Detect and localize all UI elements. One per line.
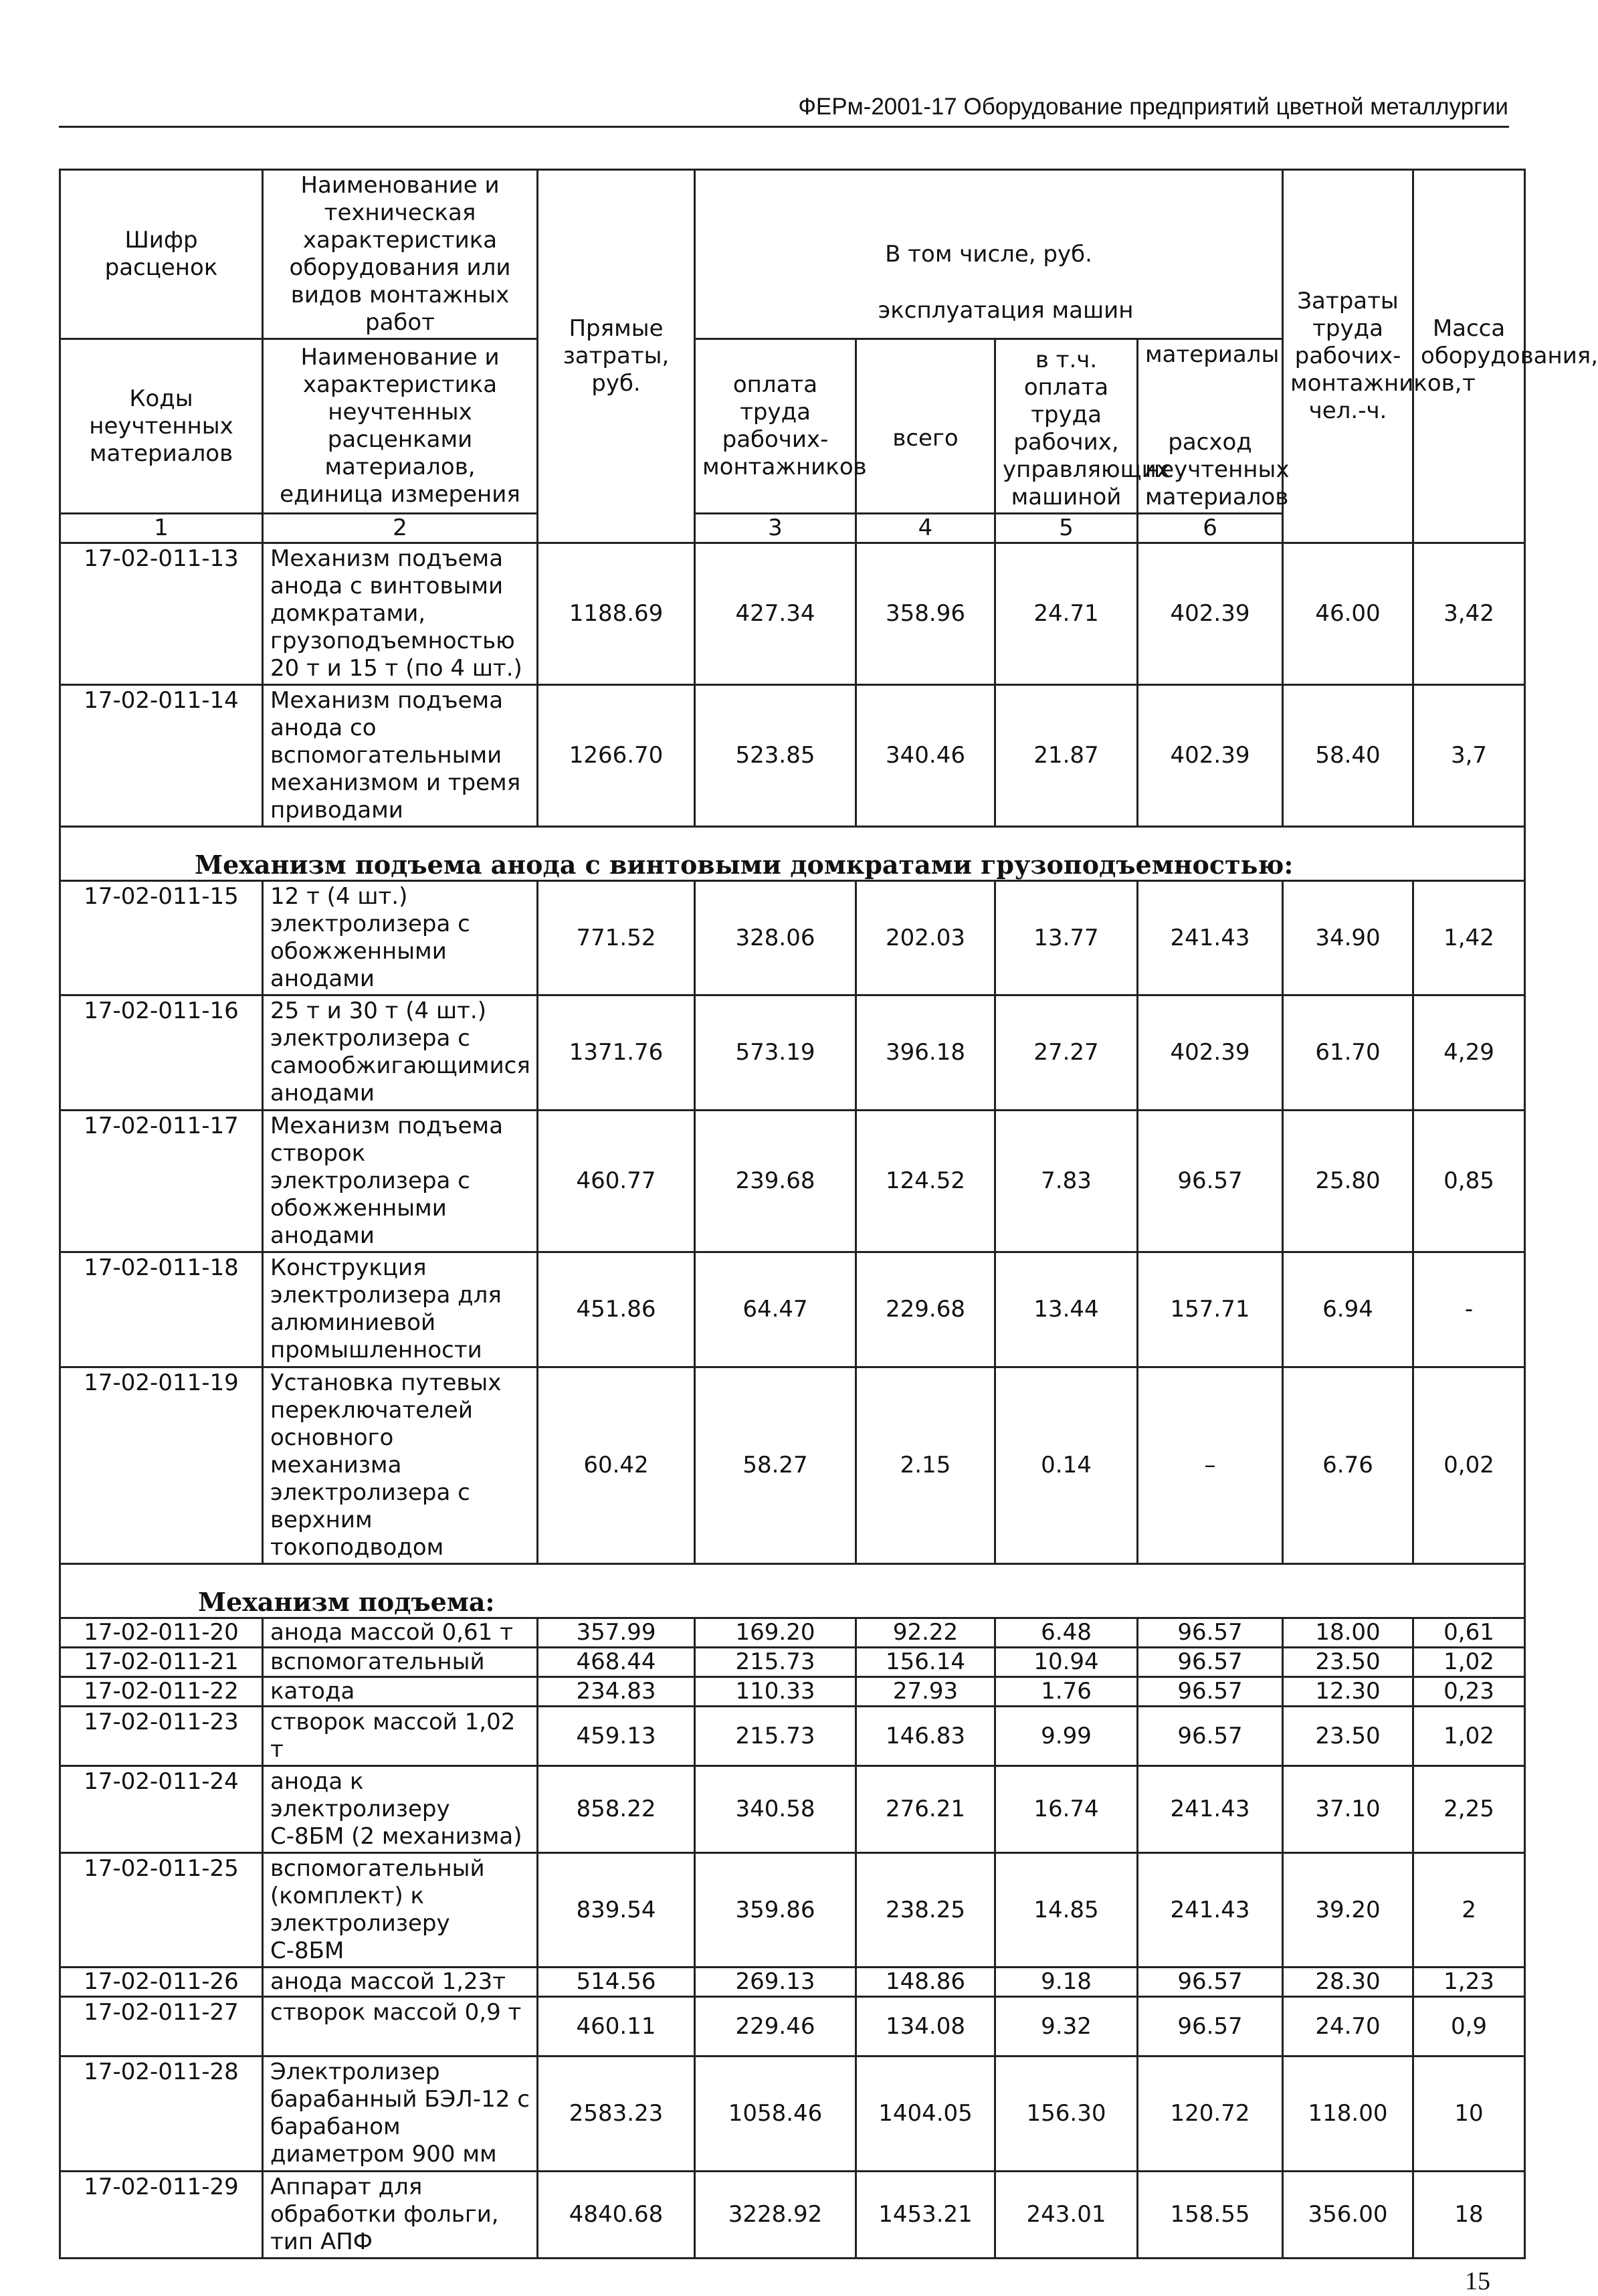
value-mass: 1,02 [1413, 1707, 1525, 1766]
value-mach: 92.22 [856, 1618, 995, 1648]
table-row [60, 1677, 1525, 1707]
page-number: 15 [1465, 2267, 1490, 2295]
value-labor: 573.19 [695, 995, 856, 1111]
value-hours: 6.94 [1283, 1252, 1413, 1367]
value-direct: 357.99 [538, 1618, 695, 1648]
rate-code: 17-02-011-13 [60, 543, 263, 685]
value-mach: 1404.05 [856, 2056, 995, 2172]
value-mass: 0,02 [1413, 1367, 1525, 1564]
value-hours: 118.00 [1283, 2056, 1413, 2172]
rate-code: 17-02-011-29 [60, 2172, 263, 2259]
value-direct: 459.13 [538, 1707, 695, 1766]
value-mach: 124.52 [856, 1111, 995, 1252]
table-row [60, 1111, 1525, 1252]
value-labor: 215.73 [695, 1648, 856, 1677]
header-direct: Прямые затраты, руб. [538, 170, 695, 543]
value-labor: 340.58 [695, 1766, 856, 1853]
value-mach-labor: 24.71 [995, 543, 1138, 685]
value-labor: 169.20 [695, 1618, 856, 1648]
value-mat: 157.71 [1138, 1252, 1283, 1367]
value-mass: 0,61 [1413, 1618, 1525, 1648]
value-mass: 3,7 [1413, 685, 1525, 827]
value-labor: 359.86 [695, 1853, 856, 1968]
value-mach: 202.03 [856, 881, 995, 995]
value-hours: 28.30 [1283, 1968, 1413, 1997]
header-labor-hours: Затраты труда рабочих-монтажников, чел.-ч. [1283, 170, 1413, 543]
table-row [60, 2172, 1525, 2259]
value-mach-labor: 14.85 [995, 1853, 1138, 1968]
header-including: В том числе, руб. [695, 170, 1283, 339]
value-labor: 64.47 [695, 1252, 856, 1367]
rate-code: 17-02-011-26 [60, 1968, 263, 1997]
rate-name: Механизм подъема створок электролизера с обожженными анодами [263, 1111, 538, 1252]
value-mach-labor: 156.30 [995, 2056, 1138, 2172]
value-mach: 134.08 [856, 1997, 995, 2056]
table-row [60, 995, 1525, 1111]
value-mach-labor: 6.48 [995, 1618, 1138, 1648]
column-number-5: 5 [995, 514, 1138, 543]
column-number-2: 2 [263, 514, 538, 543]
table-row [60, 881, 1525, 995]
rate-code: 17-02-011-25 [60, 1853, 263, 1968]
value-mass: 2 [1413, 1853, 1525, 1968]
table-row [60, 1252, 1525, 1367]
value-mass: 1,42 [1413, 881, 1525, 995]
value-direct: 468.44 [538, 1648, 695, 1677]
value-mach-labor: 243.01 [995, 2172, 1138, 2259]
header-machines: эксплуатация машин [878, 297, 1134, 324]
value-mass: 0,9 [1413, 1997, 1525, 2056]
table-row [60, 1618, 1525, 1648]
table-row [60, 1367, 1525, 1564]
value-labor: 110.33 [695, 1677, 856, 1707]
rate-name: анода к электролизеру С-8БМ (2 механизма) [263, 1766, 538, 1853]
value-mach: 276.21 [856, 1766, 995, 1853]
section-heading-row [60, 827, 1525, 881]
rate-name: Аппарат для обработки фольги, тип АПФ [263, 2172, 538, 2259]
value-mat: 96.57 [1138, 1968, 1283, 1997]
table-row [60, 543, 1525, 685]
value-labor: 427.34 [695, 543, 856, 685]
value-mach: 1453.21 [856, 2172, 995, 2259]
rate-code: 17-02-011-16 [60, 995, 263, 1111]
value-labor: 215.73 [695, 1707, 856, 1766]
value-mach-labor: 9.18 [995, 1968, 1138, 1997]
value-mach: 2.15 [856, 1367, 995, 1564]
rate-name: Установка путевых переключателей основного механизма электролизера с верхним токоподводом [263, 1367, 538, 1564]
table-row [60, 2056, 1525, 2172]
value-direct: 460.11 [538, 1997, 695, 2056]
value-mach: 156.14 [856, 1648, 995, 1677]
rate-code: 17-02-011-22 [60, 1677, 263, 1707]
rate-code: 17-02-011-23 [60, 1707, 263, 1766]
rate-name: Электролизер барабанный БЭЛ-12 с барабаном диаметром 900 мм [263, 2056, 538, 2172]
value-mach: 238.25 [856, 1853, 995, 1968]
value-labor: 3228.92 [695, 2172, 856, 2259]
value-mat: 402.39 [1138, 543, 1283, 685]
value-labor: 58.27 [695, 1367, 856, 1564]
rate-name: 25 т и 30 т (4 шт.) электролизера с самообжигающимися анодами [263, 995, 538, 1111]
rate-name: створок массой 0,9 т [263, 1997, 538, 2056]
value-labor: 269.13 [695, 1968, 856, 1997]
value-mach-labor: 16.74 [995, 1766, 1138, 1853]
rate-name: Механизм подъема анода с винтовыми домкратами, грузоподъемностью 20 т и 15 т (по 4 шт.) [263, 543, 538, 685]
value-mat: 96.57 [1138, 1648, 1283, 1677]
value-labor: 1058.46 [695, 2056, 856, 2172]
value-mach: 358.96 [856, 543, 995, 685]
header-row-1 [60, 170, 1525, 339]
header-name: Наименование и техническая характеристика оборудования или видов монтажных работ [263, 170, 538, 339]
value-hours: 61.70 [1283, 995, 1413, 1111]
rate-name: створок массой 1,02 т [263, 1707, 538, 1766]
value-labor: 239.68 [695, 1111, 856, 1252]
value-direct: 460.77 [538, 1111, 695, 1252]
value-mat: 96.57 [1138, 1111, 1283, 1252]
value-labor: 229.46 [695, 1997, 856, 2056]
value-labor: 328.06 [695, 881, 856, 995]
value-mass: 10 [1413, 2056, 1525, 2172]
rate-name: 12 т (4 шт.) электролизера с обожженными анодами [263, 881, 538, 995]
value-mat: 241.43 [1138, 1853, 1283, 1968]
value-hours: 39.20 [1283, 1853, 1413, 1968]
rate-code: 17-02-011-19 [60, 1367, 263, 1564]
value-mass: 1,23 [1413, 1968, 1525, 1997]
value-direct: 514.56 [538, 1968, 695, 1997]
value-hours: 25.80 [1283, 1111, 1413, 1252]
header-materials: материалы [1145, 341, 1280, 368]
rate-name: Механизм подъема анода со вспомогательными механизмом и тремя приводами [263, 685, 538, 827]
column-number-4: 4 [856, 514, 995, 543]
header-materials-cell [1138, 339, 1290, 514]
rate-code: 17-02-011-17 [60, 1111, 263, 1252]
header-rule [59, 126, 1509, 128]
rate-name: анода массой 1,23т [263, 1968, 538, 1997]
value-direct: 858.22 [538, 1766, 695, 1853]
value-mach-labor: 7.83 [995, 1111, 1138, 1252]
value-hours: 356.00 [1283, 2172, 1413, 2259]
value-mach: 340.46 [856, 685, 995, 827]
table-row [60, 1766, 1525, 1853]
table-row [60, 1997, 1525, 2056]
value-direct: 2583.23 [538, 2056, 695, 2172]
value-hours: 46.00 [1283, 543, 1413, 685]
value-hours: 34.90 [1283, 881, 1413, 995]
value-mach-labor: 27.27 [995, 995, 1138, 1111]
value-hours: 37.10 [1283, 1766, 1413, 1853]
rate-code: 17-02-011-24 [60, 1766, 263, 1853]
table-row [60, 1648, 1525, 1677]
column-number-1: 1 [60, 514, 263, 543]
value-mach-labor: 13.44 [995, 1252, 1138, 1367]
header-code: Шифр расценок [60, 170, 263, 339]
table-row [60, 1707, 1525, 1766]
value-mat: – [1138, 1367, 1283, 1564]
rates-table [59, 169, 1598, 2259]
table-row [60, 1853, 1525, 1968]
value-mat: 96.57 [1138, 1677, 1283, 1707]
value-direct: 1266.70 [538, 685, 695, 827]
value-direct: 1188.69 [538, 543, 695, 685]
header-unit-codes: Коды неучтенных материалов [60, 339, 263, 514]
value-mass: 4,29 [1413, 995, 1525, 1111]
value-direct: 4840.68 [538, 2172, 695, 2259]
value-direct: 839.54 [538, 1853, 695, 1968]
value-mass: 2,25 [1413, 1766, 1525, 1853]
value-mat: 241.43 [1138, 1766, 1283, 1853]
rate-code: 17-02-011-27 [60, 1997, 263, 2056]
rate-name: вспомогательный [263, 1648, 538, 1677]
value-hours: 12.30 [1283, 1677, 1413, 1707]
table-row [60, 1968, 1525, 1997]
rate-code: 17-02-011-14 [60, 685, 263, 827]
rate-name: анода массой 0,61 т [263, 1618, 538, 1648]
header-unit-name: Наименование и характеристика неучтенных расценками материалов, единица измерения [263, 339, 538, 514]
rate-code: 17-02-011-20 [60, 1618, 263, 1648]
value-mat: 158.55 [1138, 2172, 1283, 2259]
value-mach-labor: 13.77 [995, 881, 1138, 995]
value-direct: 60.42 [538, 1367, 695, 1564]
rate-name: катода [263, 1677, 538, 1707]
value-direct: 1371.76 [538, 995, 695, 1111]
value-mass: 1,02 [1413, 1648, 1525, 1677]
header-materials-sub: расход неучтенных материалов [1145, 429, 1290, 510]
table-row [60, 685, 1525, 827]
value-hours: 24.70 [1283, 1997, 1413, 2056]
value-mat: 96.57 [1138, 1618, 1283, 1648]
value-mass: 18 [1413, 2172, 1525, 2259]
section-heading: Механизм подъема: [60, 1564, 1525, 1618]
value-direct: 234.83 [538, 1677, 695, 1707]
column-number-6: 6 [1138, 514, 1283, 543]
value-mach: 396.18 [856, 995, 995, 1111]
header-mass: Масса оборудования, т [1413, 170, 1525, 543]
section-heading: Механизм подъема анода с винтовыми домкратами грузоподъемностью: [60, 827, 1525, 881]
section-heading-row [60, 1564, 1525, 1618]
rate-code: 17-02-011-18 [60, 1252, 263, 1367]
value-mach-labor: 9.99 [995, 1707, 1138, 1766]
rate-name: вспомогательный (комплект) к электролизеру С-8БМ [263, 1853, 538, 1968]
value-mach-labor: 10.94 [995, 1648, 1138, 1677]
value-mach: 148.86 [856, 1968, 995, 1997]
value-mat: 120.72 [1138, 2056, 1283, 2172]
value-mass: 0,23 [1413, 1677, 1525, 1707]
value-mat: 96.57 [1138, 1707, 1283, 1766]
header-labor: оплата труда рабочих-монтажников [695, 339, 856, 514]
value-mass: 3,42 [1413, 543, 1525, 685]
value-labor: 523.85 [695, 685, 856, 827]
value-mach: 146.83 [856, 1707, 995, 1766]
rate-code: 17-02-011-15 [60, 881, 263, 995]
value-hours: 23.50 [1283, 1648, 1413, 1677]
header-machines-total-label: всего [892, 425, 959, 452]
value-mat: 241.43 [1138, 881, 1283, 995]
value-mat: 402.39 [1138, 685, 1283, 827]
value-mat: 96.57 [1138, 1997, 1283, 2056]
value-hours: 6.76 [1283, 1367, 1413, 1564]
value-mach: 27.93 [856, 1677, 995, 1707]
rate-code: 17-02-011-28 [60, 2056, 263, 2172]
value-hours: 18.00 [1283, 1618, 1413, 1648]
document-header: ФЕРм-2001-17 Оборудование предприятий цветной металлургии [798, 94, 1508, 120]
value-mach: 229.68 [856, 1252, 995, 1367]
value-mat: 402.39 [1138, 995, 1283, 1111]
header-machines-labor: в т.ч. оплата труда рабочих, управляющих машиной [995, 339, 1138, 514]
value-direct: 451.86 [538, 1252, 695, 1367]
rate-name: Конструкция электролизера для алюминиевой промышленности [263, 1252, 538, 1367]
value-mass: 0,85 [1413, 1111, 1525, 1252]
value-mach-labor: 21.87 [995, 685, 1138, 827]
value-mach-labor: 9.32 [995, 1997, 1138, 2056]
value-direct: 771.52 [538, 881, 695, 995]
rate-code: 17-02-011-21 [60, 1648, 263, 1677]
column-number-3: 3 [695, 514, 856, 543]
value-mach-labor: 0.14 [995, 1367, 1138, 1564]
value-hours: 58.40 [1283, 685, 1413, 827]
value-mass: - [1413, 1252, 1525, 1367]
value-hours: 23.50 [1283, 1707, 1413, 1766]
value-mach-labor: 1.76 [995, 1677, 1138, 1707]
